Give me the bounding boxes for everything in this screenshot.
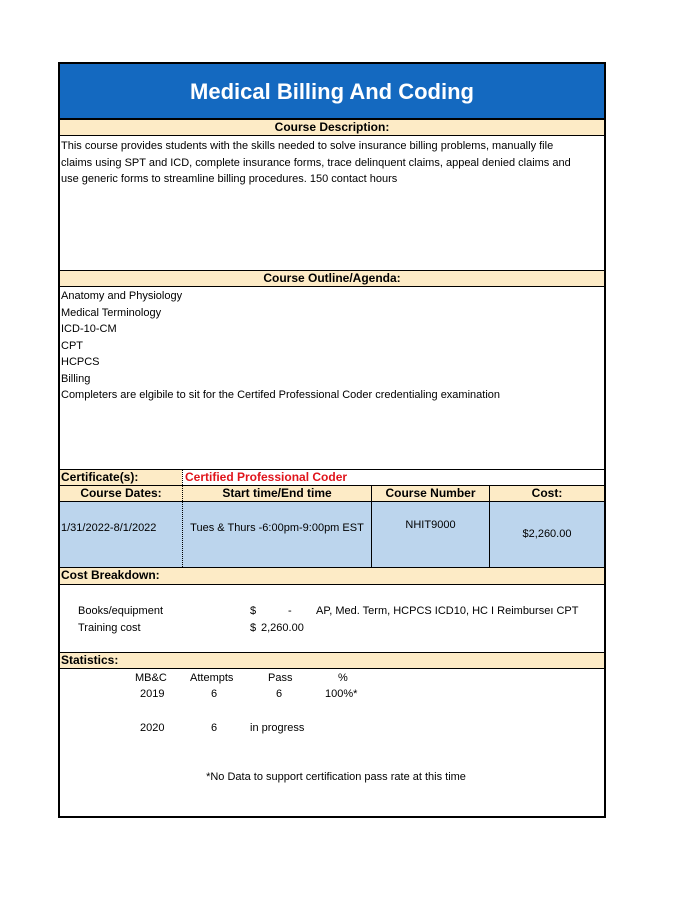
description-line: use generic forms to streamline billing procedures. 150 contact hours (61, 173, 398, 185)
cost-item: Books/equipment (78, 605, 163, 617)
stat-year: 2019 (140, 688, 165, 700)
outline-list (61, 288, 603, 404)
cost-amount: - (288, 605, 292, 617)
stat-header: % (338, 672, 348, 684)
course-cost: $2,260.00 (489, 502, 604, 567)
description-line: claims using SPT and ICD, complete insurance forms, trace delinquent claims, appeal denied claims and (61, 156, 571, 169)
dates-header: Course Dates: (80, 486, 162, 500)
stat-attempts: 6 (211, 722, 218, 734)
course-number-header: Course Number (371, 486, 489, 501)
stat-footnote: *No Data to support certification pass rate at this time (206, 771, 466, 783)
cost-currency: $ (250, 622, 257, 634)
stat-year: 2020 (140, 722, 165, 734)
description-text (61, 138, 603, 188)
certificate-label: Certificate(s): (60, 470, 182, 485)
cost-breakdown-heading: Cost Breakdown: (60, 568, 604, 585)
stat-header: MB&C (135, 672, 167, 684)
cost-note: AP, Med. Term, HCPCS ICD10, HC I Reimburseı CPT (316, 605, 579, 617)
schedule-values (60, 502, 604, 568)
certificate-row (60, 469, 604, 486)
stat-header: Attempts (190, 672, 234, 684)
course-number: NHIT9000 (371, 502, 489, 567)
course-time: Tues & Thurs -6:00pm-9:00pm EST (182, 502, 371, 567)
course-sheet (58, 62, 606, 818)
cost-amount: 2,260.00 (261, 622, 304, 634)
description-heading: Course Description: (60, 119, 604, 136)
outline-item: Anatomy and Physiology (61, 290, 183, 302)
stat-header: Pass (268, 672, 293, 684)
cost-header: Cost: (489, 486, 604, 501)
stat-percent: 100%* (325, 688, 358, 700)
cost-item: Training cost (78, 622, 141, 634)
outline-item: HCPCS (61, 356, 100, 368)
cost-currency: $ (250, 605, 257, 617)
course-dates: 1/31/2022-8/1/2022 (61, 522, 157, 534)
certificate-value: Certified Professional Coder (182, 470, 604, 485)
stat-pass: in progress (250, 722, 305, 734)
outline-item: CPT (61, 339, 83, 352)
stat-attempts: 6 (211, 688, 218, 700)
outline-item: ICD-10-CM (61, 323, 117, 335)
page-title: Medical Billing And Coding (60, 64, 604, 119)
stat-pass: 6 (276, 688, 283, 700)
description-line: This course provides students with the skills needed to solve insurance billing problems, manually file (61, 140, 554, 152)
outline-item: Billing (61, 372, 91, 385)
outline-item: Medical Terminology (61, 306, 162, 319)
outline-item: Completers are elgibile to sit for the Certifed Professional Coder credentialing examination (61, 389, 501, 401)
schedule-header (60, 485, 604, 502)
time-header: Start time/End time (182, 486, 371, 501)
outline-heading: Course Outline/Agenda: (60, 270, 604, 287)
statistics-heading: Statistics: (60, 652, 604, 669)
